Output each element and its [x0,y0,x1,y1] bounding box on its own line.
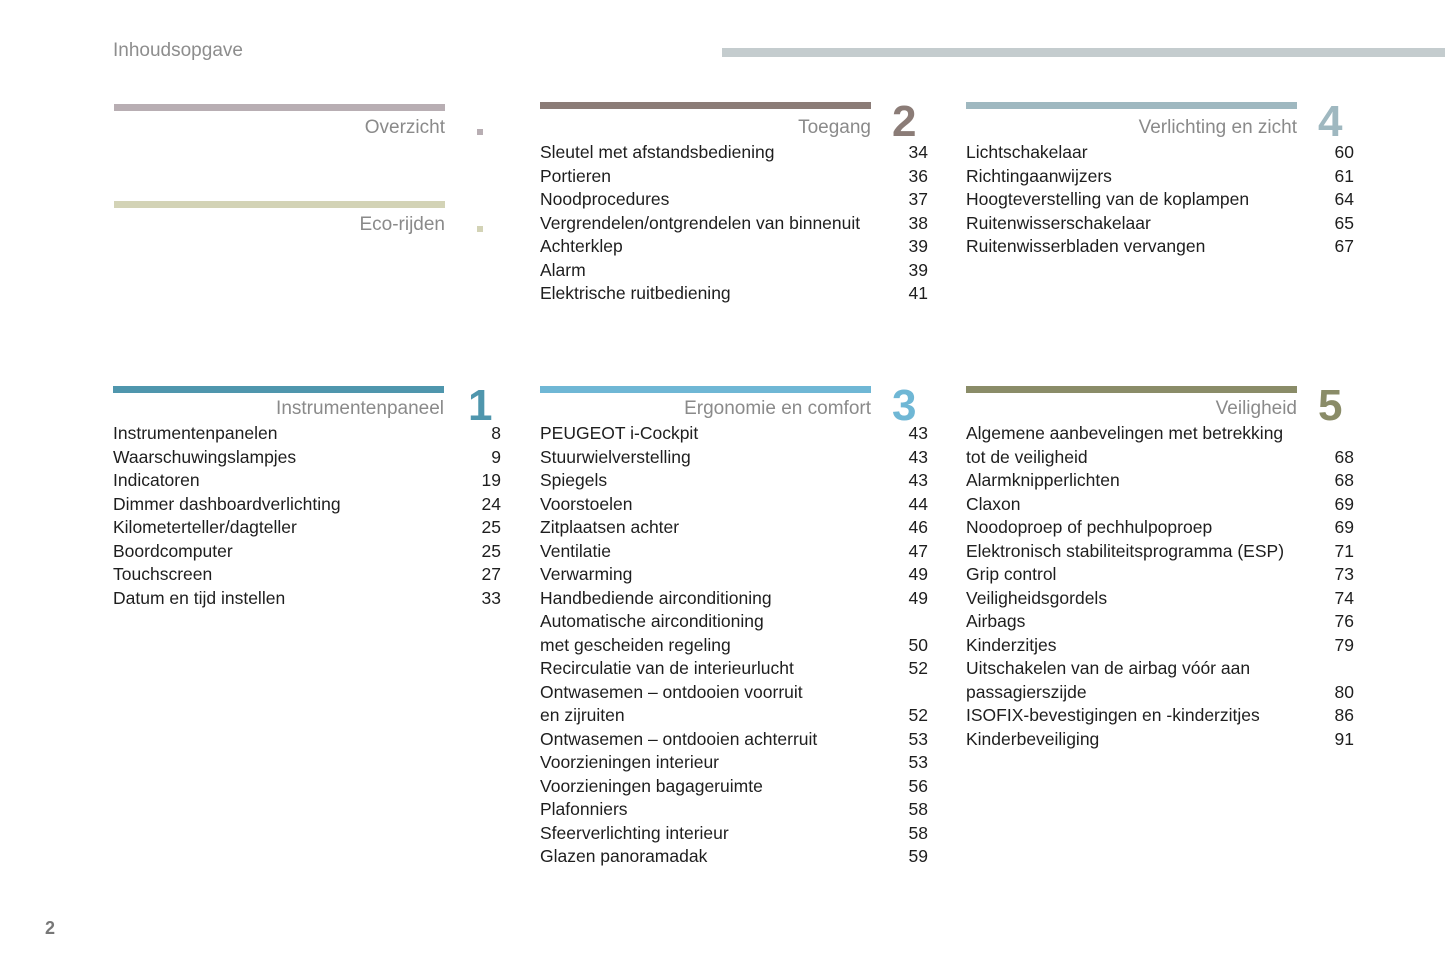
section-bar [113,386,444,393]
toc-entry[interactable] [113,587,501,611]
toc-entry-page-number: 86 [1334,705,1354,725]
toc-entry[interactable] [540,563,928,587]
toc-entry[interactable] [540,681,928,728]
toc-entry[interactable] [113,493,501,517]
toc-entry-label: Spiegels [540,470,608,490]
toc-entry-page-number: 25 [481,517,501,537]
toc-entry[interactable] [966,634,1354,658]
toc-entry-page-number: 52 [908,658,928,678]
section-title[interactable]: Toegang [798,117,871,138]
toc-entry-page-number: 79 [1334,634,1354,655]
toc-entry-label: Airbags [966,611,1026,631]
toc-entry-label: Achterklep [540,236,623,256]
toc-entry-label: Glazen panoramadak [540,846,708,866]
toc-entry-page-number: 49 [908,564,928,584]
toc-entry-label: Automatische airconditioning met gescheiden regeling [540,611,764,655]
toc-entry[interactable] [540,728,928,752]
toc-entry[interactable] [113,469,501,493]
toc-entry-page-number: 56 [908,775,928,796]
toc-entry-label: Kilometerteller/dagteller [113,517,297,537]
toc-entry[interactable] [966,610,1354,634]
toc-entry-label: Grip control [966,564,1057,584]
section-number: 5 [1318,381,1343,430]
toc-entry[interactable] [540,493,928,517]
toc-entry[interactable] [113,422,501,446]
toc-entry-page-number: 39 [908,259,928,280]
section-verlichting [966,97,1366,262]
page-title: Inhoudsopgave [113,40,243,61]
section-number: 1 [468,381,493,430]
toc-entry-label: Algemene aanbevelingen met betrekking tot de veiligheid [966,423,1284,467]
toc-entry-page-number: 53 [908,752,928,772]
toc-entry-label: Ontwasemen – ontdooien voorruit en zijruiten [540,681,803,725]
section-title[interactable]: Veiligheid [1215,398,1297,419]
toc-entry-page-number: 58 [908,822,928,843]
toc-entry[interactable] [540,259,928,283]
toc-entry[interactable] [966,493,1354,517]
toc-entry-page-number: 71 [1334,540,1354,561]
toc-entry-page-number: 9 [491,446,501,467]
toc-entry[interactable] [966,540,1354,564]
toc-entry-label: Hoogteverstelling van de koplampen [966,189,1250,209]
toc-entry-page-number: 69 [1334,517,1354,537]
toc-entry-page-number: 69 [1334,493,1354,514]
toc-entry-page-number: 68 [1334,470,1354,490]
section-number: 3 [892,381,917,430]
toc-entry-label: Indicatoren [113,470,200,490]
toc-entry-page-number: 53 [908,728,928,749]
toc-entry-label: Lichtschakelaar [966,142,1088,162]
toc-entry-label: Ruitenwisserschakelaar [966,212,1151,233]
toc-entry-label: Elektronisch stabiliteitsprogramma (ESP) [966,540,1285,561]
section-veiligheid [966,381,1366,756]
toc-entry-label: Noodoproep of pechhulpoproep [966,517,1213,537]
toc-entry-label: Recirculatie van de interieurlucht [540,658,794,678]
toc-entry[interactable] [540,422,928,446]
section-instrumentenpaneel [113,381,513,616]
toc-entry[interactable] [966,141,1354,165]
toc-entry-page-number: 80 [1334,681,1354,702]
section-title[interactable]: Verlichting en zicht [1138,117,1297,138]
toc-entry[interactable] [540,540,928,564]
toc-entry-page-number: 59 [908,846,928,866]
toc-entry[interactable] [540,446,928,470]
toc-entry[interactable] [966,728,1354,752]
toc-entry-page-number: 8 [491,423,501,443]
toc-entry-label: Kinderzitjes [966,634,1057,655]
toc-entry-page-number: 27 [481,564,501,584]
toc-entry-page-number: 61 [1334,165,1354,186]
toc-entry[interactable] [966,657,1354,704]
toc-entry-page-number: 49 [908,587,928,608]
toc-entry[interactable] [540,141,928,165]
toc-entry-label: Kinderbeveiliging [966,728,1100,749]
toc-entry-page-number: 43 [908,470,928,490]
toc-entry-label: Sleutel met afstandsbediening [540,142,775,162]
toc-entry-page-number: 52 [908,705,928,725]
toc-entry-page-number: 46 [908,517,928,537]
section-overzicht [114,104,489,144]
toc-entry-label: Plafonniers [540,799,628,819]
toc-entry[interactable] [966,212,1354,236]
toc-entry[interactable] [540,587,928,611]
toc-entry[interactable] [540,165,928,189]
toc-entry-label: Handbediende airconditioning [540,587,772,608]
toc-entry[interactable] [540,751,928,775]
toc-entry-label: Voorzieningen bagageruimte [540,775,763,796]
toc-entry[interactable] [540,798,928,822]
toc-entry[interactable] [540,822,928,846]
toc-entry-page-number: 67 [1334,236,1354,256]
toc-entry-label: Verwarming [540,564,633,584]
toc-entry-page-number: 38 [908,212,928,233]
toc-entry-page-number: 68 [1334,446,1354,467]
toc-entry-label: Waarschuwingslampjes [113,446,297,467]
toc-entry[interactable] [966,516,1354,540]
toc-entry[interactable] [966,235,1354,259]
toc-entry[interactable] [540,657,928,681]
toc-entry-label: Vergrendelen/ontgrendelen van binnenuit [540,212,861,233]
section-title[interactable]: Ergonomie en comfort [684,398,871,419]
toc-entry-page-number: 33 [481,587,501,608]
toc-entry-page-number: 47 [908,540,928,561]
toc-entry-label: Zitplaatsen achter [540,517,680,537]
toc-entry[interactable] [966,704,1354,728]
section-title[interactable]: Instrumentenpaneel [276,398,444,419]
toc-entry[interactable] [540,845,928,869]
toc-entry[interactable] [113,446,501,470]
toc-entry-label: Portieren [540,165,612,186]
section-marker [477,129,483,135]
toc-entry-label: Stuurwielverstelling [540,446,691,467]
toc-entry-label: Voorstoelen [540,493,633,514]
toc-entry-label: Noodprocedures [540,189,670,209]
toc-list [966,141,1354,259]
toc-entry-page-number: 44 [908,493,928,514]
toc-entry[interactable] [966,165,1354,189]
section-bar [540,102,871,109]
toc-entry-label: PEUGEOT i-Cockpit [540,423,699,443]
toc-entry-page-number: 91 [1334,728,1354,749]
section-number: 4 [1318,97,1343,146]
section-bar [114,104,445,111]
toc-entry-label: Voorzieningen interieur [540,752,720,772]
toc-entry[interactable] [966,587,1354,611]
toc-entry[interactable] [540,469,928,493]
toc-entry-label: Ventilatie [540,540,612,561]
toc-entry[interactable] [540,212,928,236]
toc-entry-page-number: 24 [481,493,501,514]
toc-entry-label: Ontwasemen – ontdooien achterruit [540,728,818,749]
toc-entry-label: Datum en tijd instellen [113,587,286,608]
toc-entry-page-number: 43 [908,446,928,467]
toc-entry-label: Uitschakelen van de airbag vóór aan passagierszijde [966,658,1251,702]
section-bar [966,102,1297,109]
toc-entry[interactable] [966,563,1354,587]
toc-entry-label: Touchscreen [113,564,213,584]
toc-entry-page-number: 34 [908,142,928,162]
toc-entry[interactable] [113,563,501,587]
section-bar [540,386,871,393]
toc-entry-page-number: 60 [1334,142,1354,162]
toc-entry-label: Ruitenwisserbladen vervangen [966,236,1206,256]
toc-entry[interactable] [113,516,501,540]
toc-entry[interactable] [540,516,928,540]
toc-entry[interactable] [540,610,928,657]
section-eco-rijden [114,201,489,241]
toc-entry[interactable] [540,775,928,799]
toc-entry-page-number: 65 [1334,212,1354,233]
toc-entry[interactable] [966,469,1354,493]
toc-entry[interactable] [113,540,501,564]
toc-entry-label: Dimmer dashboardverlichting [113,493,341,514]
page-number: 2 [45,918,56,938]
toc-entry-page-number: 50 [908,634,928,655]
section-title[interactable]: Eco-rijden [359,214,445,235]
section-bar [114,201,445,208]
toc-entry-label: Instrumentenpanelen [113,423,278,443]
toc-entry-page-number: 74 [1334,587,1354,608]
toc-entry[interactable] [540,235,928,259]
section-marker [477,226,483,232]
toc-list [113,422,501,610]
toc-entry[interactable] [540,188,928,212]
toc-entry[interactable] [540,282,928,306]
header-rule [722,48,1445,57]
toc-list [966,422,1354,751]
toc-entry-page-number: 37 [908,189,928,209]
toc-entry-label: Claxon [966,493,1021,514]
toc-entry-label: Veiligheidsgordels [966,587,1108,608]
toc-entry-page-number: 36 [908,165,928,186]
section-ergonomie [540,381,940,866]
toc-entry-page-number: 25 [481,540,501,561]
toc-entry-page-number: 64 [1334,189,1354,209]
toc-entry[interactable] [966,422,1354,469]
toc-entry-label: Elektrische ruitbediening [540,283,731,303]
toc-entry[interactable] [966,188,1354,212]
toc-entry-label: Sfeerverlichting interieur [540,822,729,843]
toc-entry-page-number: 58 [908,799,928,819]
toc-entry-page-number: 41 [908,283,928,303]
toc-entry-page-number: 73 [1334,564,1354,584]
toc-entry-page-number: 19 [481,470,501,490]
section-toegang [540,97,940,312]
toc-entry-label: Boordcomputer [113,540,233,561]
toc-list [540,422,928,869]
toc-entry-label: ISOFIX-bevestigingen en -kinderzitjes [966,705,1260,725]
toc-entry-label: Alarm [540,259,586,280]
toc-entry-label: Alarmknipperlichten [966,470,1120,490]
section-bar [966,386,1297,393]
toc-entry-page-number: 76 [1334,611,1354,631]
toc-entry-page-number: 39 [908,236,928,256]
section-title[interactable]: Overzicht [364,117,445,138]
toc-entry-page-number: 43 [908,423,928,443]
section-number: 2 [892,97,917,146]
toc-list [540,141,928,306]
toc-entry-label: Richtingaanwijzers [966,165,1112,186]
